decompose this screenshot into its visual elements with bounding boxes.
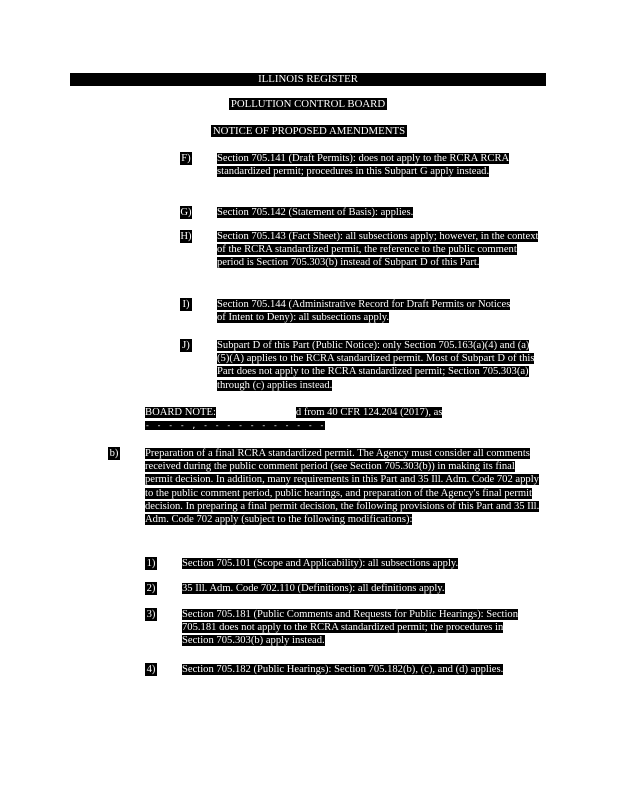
subitem-text: Section 705.144 (Administrative Record for Draft Permits or Notices of Intent to Deny): all subsections apply. (217, 299, 511, 324)
subitem-text: Section 705.141 (Draft Permits): does not apply to the RCRA RCRA standardized permit; procedures in this Subpart G apply instead. (217, 153, 510, 178)
subitem-label: G) (180, 207, 192, 218)
numbered-label: 2) (146, 583, 156, 594)
register-title-text: ILLINOIS REGISTER (258, 73, 358, 85)
board-title-text: POLLUTION CONTROL BOARD (230, 98, 386, 110)
numbered-label: 4) (146, 664, 156, 675)
numbered-label: 3) (146, 609, 156, 620)
numbered-text: 35 Ill. Adm. Code 702.110 (Definitions): all definitions apply. (182, 583, 445, 594)
numbered-label: 1) (146, 558, 156, 569)
numbered-text: Section 705.101 (Scope and Applicability): all subsections apply. (182, 558, 459, 569)
subitem-label: I) (180, 298, 192, 311)
subitem-label: F) (181, 153, 191, 164)
subitem-label: J) (180, 339, 192, 352)
notice-title-text: NOTICE OF PROPOSED AMENDMENTS (212, 125, 406, 137)
numbered-text: Section 705.182 (Public Hearings): Section 705.182(b), (c), and (d) applies. (182, 664, 504, 675)
subitem-text: Section 705.143 (Fact Sheet): all subsections apply; however, in the context of the RCRA standardized permit, the reference to the public comment period is Section 705.303(b) instead of Subpart D of this Part. (217, 231, 539, 269)
subitem-label: H) (180, 231, 192, 242)
numbered-text: Section 705.181 (Public Comments and Requests for Public Hearings): Section 705.181 does not apply to the RCRA standardized permit; the procedures in Section 705.303(b) apply instead. (182, 609, 519, 647)
board-note-dots: - - - - , - - - - - - - - - - - (145, 421, 326, 430)
board-note (145, 406, 515, 419)
board-note-text: d from 40 CFR 124.204 (2017), as (295, 407, 443, 418)
board-note-redacted (145, 419, 345, 431)
subitem-text: Section 705.142 (Statement of Basis): applies. (217, 207, 414, 218)
board-note-label: BOARD NOTE: (145, 407, 216, 418)
section-b-text: Preparation of a final RCRA standardized permit. The Agency must consider all comments received during the public comment period (see Section 705.303(b)) in making its final permit decision. In addition, many requirements in this Part and 35 Ill. Adm. Code 702 apply to the public comment period, public hearings, and preparation of the Agency's final permit decision. In preparing a final permit decision, the following provisions of this Part and 35 Ill. Adm. Code 702 apply (subject to the following modifications): (145, 448, 540, 526)
register-title (70, 73, 546, 86)
board-title (218, 98, 398, 110)
subitem-text: Subpart D of this Part (Public Notice): only Section 705.163(a)(4) and (a)(5)(A) applies to the RCRA standardized permit. Most of Subpart D of this Part does not apply to the RCRA standardized permit; Section 705.303(a) through (c) applies instead. (217, 340, 535, 391)
section-b-label: b) (109, 448, 119, 459)
notice-title (198, 125, 420, 137)
